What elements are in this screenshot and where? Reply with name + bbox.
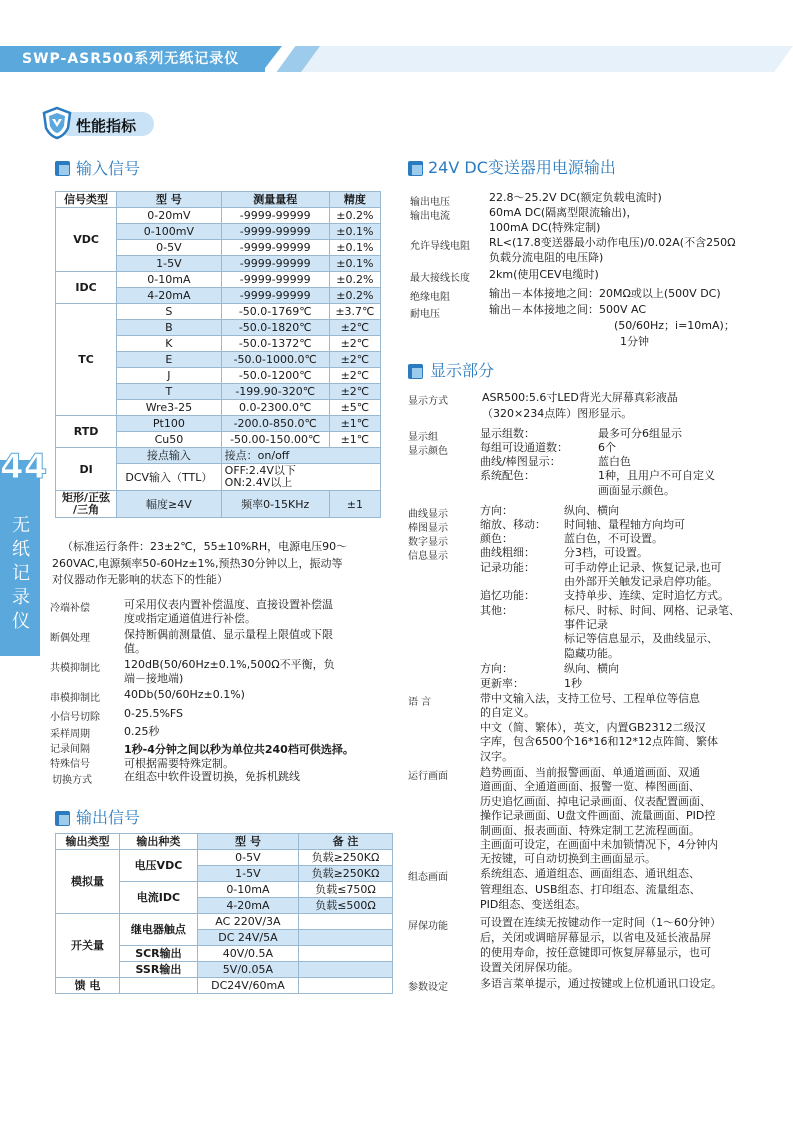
cell: Wre3-25	[117, 400, 222, 416]
page-number: 44	[0, 447, 48, 487]
spec-val: 字库，包含6500个16*16和12*12点阵简、繁体	[480, 735, 718, 748]
spec-val: 值。	[124, 642, 146, 655]
cell: 0-5V	[197, 850, 298, 866]
spec-sub: 曲线粗细：	[480, 546, 535, 559]
output-title: 输出信号	[76, 808, 141, 827]
spec-key: 语 言	[408, 697, 432, 708]
spec-val: 端－接地端)	[124, 672, 184, 685]
row-label: RTD	[56, 416, 117, 448]
spec-val: 的自定义。	[480, 706, 535, 719]
cell: B	[117, 320, 222, 336]
spec-val: 最多可分6组显示	[598, 427, 682, 440]
cell: 1-5V	[197, 866, 298, 882]
spec-key: 显示组	[408, 432, 438, 443]
cell: DC24V/60mA	[197, 978, 298, 994]
cell: ±1	[329, 491, 380, 518]
cell: 4-20mA	[117, 288, 222, 304]
cell: ±2℃	[329, 352, 380, 368]
spec-sub: 显示组数：	[480, 427, 535, 440]
cell: 0-20mV	[117, 208, 222, 224]
spec-sub: 方向：	[480, 504, 513, 517]
side-char: 仪	[12, 611, 30, 632]
spec-val: 操作记录画面、U盘文件画面、流量画面、PID控	[480, 809, 716, 822]
side-char: 无	[12, 515, 30, 536]
cell: T	[117, 384, 222, 400]
spec-key: 记录间隔	[50, 744, 90, 755]
cell: ON:2.4V以上	[224, 476, 293, 489]
cell: ±1℃	[329, 432, 380, 448]
col-header: 测量量程	[221, 192, 329, 208]
spec-val: 负载分流电阻的电压降)	[489, 251, 604, 264]
spec-val: 2km(使用CEV电缆时)	[489, 268, 599, 281]
spec-val: 道画面、全通道画面、报警一览、棒图画面、	[480, 780, 700, 793]
input-table	[55, 191, 381, 518]
spec-val: 度或指定通道值进行补偿。	[124, 612, 256, 625]
col-header: 精度	[329, 192, 380, 208]
row-label: 继电器触点	[120, 914, 198, 946]
spec-key: 显示方式	[408, 396, 448, 407]
header-title: SWP-ASR500系列无纸记录仪	[22, 51, 240, 67]
row-label: VDC	[56, 208, 117, 272]
cell: ±3.7℃	[329, 304, 380, 320]
spec-key: 切换方式	[52, 775, 92, 786]
spec-val: 120dB(50/60Hz±0.1%,500Ω不平衡，负	[124, 658, 335, 671]
col-header: 型 号	[197, 834, 298, 850]
cell: -200.0-850.0℃	[221, 416, 329, 432]
spec-sub: 其他：	[480, 604, 513, 617]
spec-val: 由外部开关触发记录启停功能。	[564, 575, 718, 588]
side-char: 记	[12, 563, 30, 584]
section-icon	[55, 161, 70, 176]
cell: ±2℃	[329, 336, 380, 352]
cell: 4-20mA	[197, 898, 298, 914]
spec-val: 事件记录	[564, 618, 608, 631]
cell: ±0.2%	[329, 288, 380, 304]
cell: ±2℃	[329, 384, 380, 400]
power-title: 24V DC变送器用电源输出	[428, 158, 616, 177]
cell: -9999-99999	[221, 208, 329, 224]
row-label: SCR输出	[120, 946, 198, 962]
spec-key: 特殊信号	[50, 759, 90, 770]
spec-val: 支持单步、连续、定时追忆方式。	[564, 589, 729, 602]
cell: Pt100	[117, 416, 222, 432]
cell: ±2℃	[329, 368, 380, 384]
row-label: 电压VDC	[120, 850, 198, 882]
cell: J	[117, 368, 222, 384]
row-label: 矩形/正弦	[62, 491, 111, 504]
cell: -9999-99999	[221, 224, 329, 240]
spec-key: 允许导线电阻	[410, 241, 470, 252]
spec-val: 无按键，可自动切换到主画面显示。	[480, 852, 656, 865]
spec-val: 60mA DC(隔离型限流输出)，	[489, 206, 638, 219]
cell: ±5℃	[329, 400, 380, 416]
spec-val: 1分钟	[620, 335, 649, 348]
spec-sub: 曲线/棒图显示：	[480, 455, 561, 468]
side-char: 纸	[12, 539, 30, 560]
spec-val: （320×234点阵）图形显示。	[482, 407, 633, 420]
spec-val: ASR500:5.6寸LED背光大屏幕真彩液晶	[482, 391, 678, 404]
note-line: 对仪器动作无影响的状态下的性能）	[52, 573, 228, 586]
cell: ±1℃	[329, 416, 380, 432]
spec-val: 标记等信息显示，及曲线显示、	[564, 632, 718, 645]
spec-key: 运行画面	[408, 771, 448, 782]
col-header: 输出类型	[56, 834, 120, 850]
display-title: 显示部分	[430, 361, 495, 380]
spec-val: RL<(17.8变送器最小动作电压)/0.02A(不含250Ω	[489, 236, 736, 249]
spec-val: 带中文输入法，支持工位号、工程单位等信息	[480, 692, 700, 705]
cell: 频率0-15KHz	[221, 491, 329, 518]
spec-key: 显示颜色	[408, 446, 448, 457]
row-label: 馈 电	[56, 978, 120, 994]
row-label: DI	[56, 448, 117, 491]
spec-val: 的使用寿命，按任意键即可恢复屏幕显示，也可	[480, 946, 711, 959]
cell: ±2℃	[329, 320, 380, 336]
spec-val: 蓝白色	[598, 455, 631, 468]
cell: 0-10mA	[197, 882, 298, 898]
spec-val: 纵向、横向	[564, 504, 619, 517]
spec-val: 制画面、报表画面、特殊定制工艺流程画面。	[480, 824, 700, 837]
spec-val: 在组态中软件设置切换，免拆机跳线	[124, 770, 300, 783]
spec-key: 串模抑制比	[50, 693, 100, 704]
section-icon	[55, 811, 70, 826]
spec-val: 画面显示颜色。	[598, 484, 675, 497]
spec-key: 最大接线长度	[410, 273, 470, 284]
spec-sub: 追忆功能：	[480, 589, 535, 602]
cell: -50.00-150.00℃	[221, 432, 329, 448]
spec-val: 管理组态、USB组态、打印组态、流量组态、	[480, 883, 701, 896]
cell: 负载≤500Ω	[299, 898, 393, 914]
cell: 负载≥250KΩ	[299, 866, 393, 882]
spec-val: 1种，且用户不可自定义	[598, 469, 715, 482]
spec-val: 22.8～25.2V DC(额定负载电流时)	[489, 191, 662, 204]
spec-key: 参数设定	[408, 982, 448, 993]
cell: -50.0-1200℃	[221, 368, 329, 384]
spec-sub: 记录功能：	[480, 561, 535, 574]
spec-key: 屏保功能	[408, 921, 448, 932]
spec-key: 绝缘电阻	[410, 292, 450, 303]
spec-key: 共模抑制比	[50, 663, 100, 674]
section-icon	[408, 161, 423, 176]
shield-icon	[40, 106, 74, 140]
section-icon	[408, 364, 423, 379]
spec-key: 组态画面	[408, 872, 448, 883]
spec-val: 保持断偶前测量值、显示量程上限值或下限	[124, 628, 333, 641]
cell: OFF:2.4V以下	[224, 464, 296, 477]
side-char: 录	[12, 587, 30, 608]
cell: -9999-99999	[221, 240, 329, 256]
spec-val: 时间轴、量程轴方向均可	[564, 518, 685, 531]
perf-title: 性能指标	[76, 117, 137, 135]
cell: 幅度≥4V	[117, 491, 222, 518]
cell: 1-5V	[117, 256, 222, 272]
cell: ±0.2%	[329, 208, 380, 224]
spec-val: 多语言菜单提示，通过按键或上位机通讯口设定。	[480, 977, 722, 990]
cell: 0-10mA	[117, 272, 222, 288]
cell: 5V/0.05A	[197, 962, 298, 978]
spec-key: 输出电流	[410, 211, 450, 222]
spec-val: 趋势画面、当前报警画面、单通道画面、双通	[480, 766, 700, 779]
spec-sub: 颜色：	[480, 532, 513, 545]
spec-key: 耐电压	[410, 309, 440, 320]
spec-val: 隐藏功能。	[564, 647, 619, 660]
spec-val: 输出－本体接地之间：20MΩ或以上(500V DC)	[489, 287, 721, 300]
spec-val: PID组态、变送组态。	[480, 898, 587, 911]
cell: DC 24V/5A	[197, 930, 298, 946]
cell: 负载≤750Ω	[299, 882, 393, 898]
cell: ±0.1%	[329, 224, 380, 240]
spec-val: 可采用仪表内置补偿温度、直接设置补偿温	[124, 598, 333, 611]
col-header: 备 注	[299, 834, 393, 850]
input-title: 输入信号	[76, 159, 141, 178]
spec-key: 棒图显示	[408, 523, 448, 534]
cell: ±0.1%	[329, 256, 380, 272]
output-table	[55, 833, 393, 994]
cell: ±0.2%	[329, 272, 380, 288]
row-label: IDC	[56, 272, 117, 304]
spec-val: 设置关闭屏保功能。	[480, 961, 579, 974]
spec-sub: 更新率：	[480, 677, 524, 690]
spec-key: 冷端补偿	[50, 603, 90, 614]
cell: AC 220V/3A	[197, 914, 298, 930]
cell: -50.0-1372℃	[221, 336, 329, 352]
spec-val: 后，关闭或调暗屏幕显示，以省电及延长液晶屏	[480, 931, 711, 944]
col-header: 输出种类	[120, 834, 198, 850]
header-light-bar	[301, 46, 793, 72]
spec-val: 分3档，可设置。	[564, 546, 648, 559]
cell: -9999-99999	[221, 288, 329, 304]
spec-key: 曲线显示	[408, 509, 448, 520]
spec-key: 输出电压	[410, 197, 450, 208]
col-header: 型 号	[117, 192, 222, 208]
spec-key: 信息显示	[408, 551, 448, 562]
spec-val: 纵向、横向	[564, 662, 619, 675]
spec-val: 1秒-4分钟之间以秒为单位共240档可供选择。	[124, 743, 354, 756]
cell: 40V/0.5A	[197, 946, 298, 962]
cell: Cu50	[117, 432, 222, 448]
spec-key: 采样周期	[50, 729, 90, 740]
spec-val: 主画面可设定，在画面中未加锁情况下，4分钟内	[480, 838, 718, 851]
cell: ±0.1%	[329, 240, 380, 256]
spec-val: 标尺、时标、时间、网格、记录笔、	[564, 604, 740, 617]
spec-val: 可根据需要特殊定制。	[124, 757, 234, 770]
cell: K	[117, 336, 222, 352]
spec-key: 数字显示	[408, 537, 448, 548]
row-label: TC	[56, 304, 117, 416]
spec-val: 40Db(50/60Hz±0.1%)	[124, 688, 245, 701]
spec-val: 蓝白色，不可设置。	[564, 532, 663, 545]
cell: 0.0-2300.0℃	[221, 400, 329, 416]
spec-val: 6个	[598, 441, 616, 454]
cell: 负载≥250KΩ	[299, 850, 393, 866]
row-label: 电流IDC	[120, 882, 198, 914]
spec-val: 中文（简、繁体），英文，内置GB2312二级汉	[480, 721, 706, 734]
spec-val: 0.25秒	[124, 725, 160, 738]
row-label: 模拟量	[56, 850, 120, 914]
cell: S	[117, 304, 222, 320]
cell: 0-100mV	[117, 224, 222, 240]
spec-val: 100mA DC(特殊定制)	[489, 221, 601, 234]
note-line: 260VAC,电源频率50-60Hz±1%,预热30分钟以上，振动等	[52, 557, 343, 570]
cell: -199.90-320℃	[221, 384, 329, 400]
cell: DCV输入（TTL）	[117, 464, 222, 491]
cell: -9999-99999	[221, 272, 329, 288]
spec-key: 断偶处理	[50, 633, 90, 644]
cell: -50.0-1820℃	[221, 320, 329, 336]
spec-sub: 每组可设通道数：	[480, 441, 568, 454]
cell: E	[117, 352, 222, 368]
row-label: /三角	[73, 503, 100, 516]
cell: -50.0-1000.0℃	[221, 352, 329, 368]
spec-sub: 系统配色：	[480, 469, 535, 482]
spec-val: 汉字。	[480, 750, 513, 763]
spec-val: 系统组态、通道组态、画面组态、通讯组态、	[480, 867, 700, 880]
cell: 接点输入	[117, 448, 222, 464]
cell: -9999-99999	[221, 256, 329, 272]
cell: -50.0-1769℃	[221, 304, 329, 320]
spec-key: 小信号切除	[50, 712, 100, 723]
cell: 接点：on/off	[221, 448, 380, 464]
row-label: SSR输出	[120, 962, 198, 978]
spec-val: 可手动停止记录、恢复记录,也可	[564, 561, 722, 574]
spec-sub: 方向：	[480, 662, 513, 675]
spec-val: 历史追忆画面、掉电记录画面、仪表配置画面、	[480, 795, 711, 808]
col-header: 信号类型	[56, 192, 117, 208]
spec-val: 可设置在连续无按键动作一定时间（1～60分钟）	[480, 916, 721, 929]
cell: 0-5V	[117, 240, 222, 256]
spec-val: (50/60Hz；i=10mA)；	[614, 319, 735, 332]
spec-val: 1秒	[564, 677, 582, 690]
spec-sub: 缩放、移动：	[480, 518, 546, 531]
row-label: 开关量	[56, 914, 120, 978]
note-line: （标准运行条件：23±2℃，55±10%RH，电源电压90～	[62, 540, 348, 553]
spec-val: 输出－本体接地之间：500V AC	[489, 303, 647, 316]
spec-val: 0-25.5%FS	[124, 707, 184, 720]
